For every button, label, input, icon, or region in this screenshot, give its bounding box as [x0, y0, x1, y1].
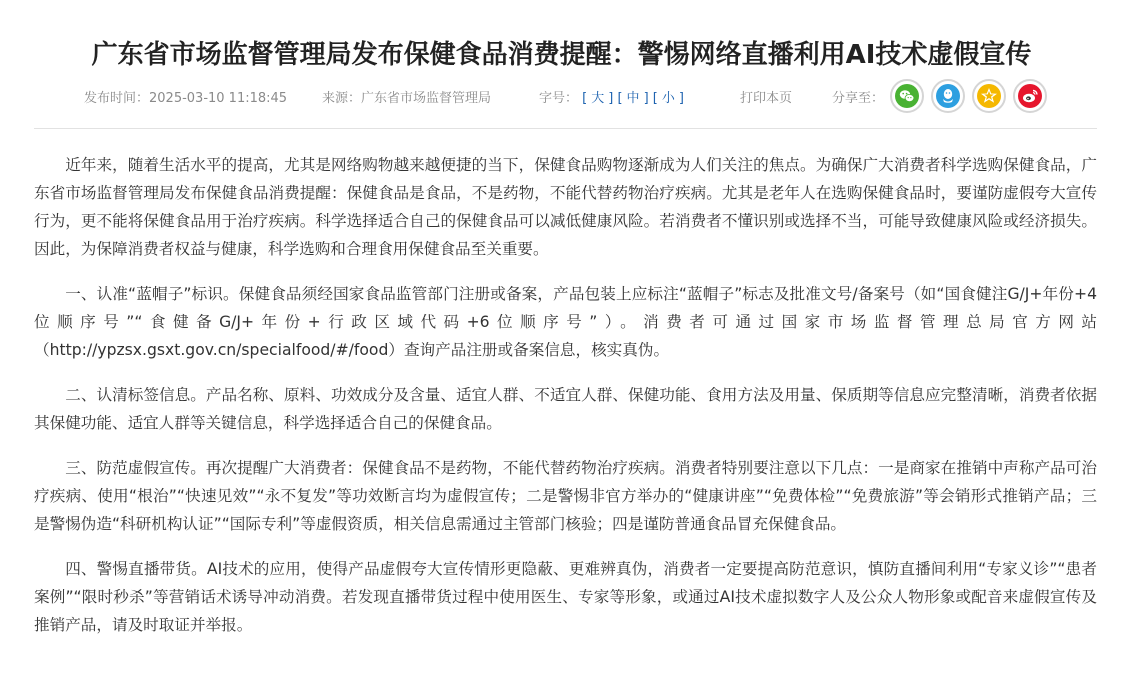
article-meta: [0, 83, 1123, 109]
font-size-medium-button[interactable]: 中: [626, 91, 640, 106]
bracket-close: ]: [643, 91, 649, 106]
bracket-close: ]: [678, 91, 684, 106]
bracket-open: [: [652, 91, 658, 106]
wechat-icon[interactable]: [890, 79, 924, 113]
bracket-open: [: [617, 91, 623, 106]
article-body: [34, 151, 1097, 656]
font-size-control: [539, 87, 684, 106]
paragraph-4: 四、警惕直播带货。AI技术的应用，使得产品虚假夸大宣传情形更隐蔽、更难辨真伪，消费者一定要提高防范意识，慎防直播间利用“专家义诊”“患者案例”“限时秒杀”等营销话术诱导冲动消费。若发现直播带货过程中使用医生、专家等形象，或通过AI技术虚拟数字人及公众人物形象或配音来虚假宣传及推销产品，请及时取证并举报。: [34, 560, 1097, 634]
paragraph-1: 一、认准“蓝帽子”标识。保健食品须经国家食品监管部门注册或备案，产品包装上应标注“蓝帽子”标志及批准文号/备案号（如“国食健注G/J+年份+4位顺序号”“食健备G/J+年份+行政区域代码+6位顺序号”）。消费者可通过国家市场监督管理总局官方网站（http://ypzsx.gsxt.gov.cn/specialfood/#/food）查询产品注册或备案信息，核实真伪。: [34, 285, 1097, 359]
font-size-label: 字号：: [539, 91, 579, 106]
print-page-link[interactable]: 打印本页: [740, 91, 793, 106]
paragraph-2: 二、认清标签信息。产品名称、原料、功效成分及含量、适宜人群、不适宜人群、保健功能、食用方法及用量、保质期等信息应完整清晰，消费者依据其保健功能、适宜人群等关键信息，科学选择适合自己的保健食品。: [34, 386, 1097, 432]
qq-icon[interactable]: [931, 79, 965, 113]
bracket-open: [: [582, 91, 588, 106]
weibo-icon[interactable]: [1013, 79, 1047, 113]
qzone-icon[interactable]: [972, 79, 1006, 113]
bracket-close: ]: [608, 91, 614, 106]
paragraph-intro: 近年来，随着生活水平的提高，尤其是网络购物越来越便捷的当下，保健食品购物逐渐成为人们关注的焦点。为确保广大消费者科学选购保健食品，广东省市场监督管理局发布保健食品消费提醒：保健食品是食品，不是药物，不能代替药物治疗疾病。尤其是老年人在选购保健食品时，要谨防虚假夸大宣传行为，更不能将保健食品用于治疗疾病。科学选择适合自己的保健食品可以减低健康风险。若消费者不懂识别或选择不当，可能导致健康风险或经济损失。因此，为保障消费者权益与健康，科学选购和合理食用保健食品至关重要。: [34, 156, 1097, 258]
article-title: 广东省市场监督管理局发布保健食品消费提醒：警惕网络直播利用AI技术虚假宣传: [91, 40, 1032, 71]
article-source: 来源：广东省市场监督管理局: [322, 91, 492, 106]
font-size-large-button[interactable]: 大: [591, 91, 605, 106]
publish-time: 发布时间：2025-03-10 11:18:45: [84, 91, 288, 106]
meta-divider: [34, 128, 1097, 129]
paragraph-3: 三、防范虚假宣传。再次提醒广大消费者：保健食品不是药物，不能代替药物治疗疾病。消费者特别要注意以下几点：一是商家在推销中声称产品可治疗疾病、使用“根治”“快速见效”“永不复发”等功效断言均为虚假宣传；二是警惕非官方举办的“健康讲座”“免费体检”“免费旅游”等会销形式推销产品；三是警惕伪造“科研机构认证”“国际专利”等虚假资质，相关信息需通过主管部门核验；四是谨防普通食品冒充保健食品。: [34, 459, 1097, 533]
share-label: 分享至：: [832, 91, 885, 106]
font-size-small-button[interactable]: 小: [661, 91, 675, 106]
